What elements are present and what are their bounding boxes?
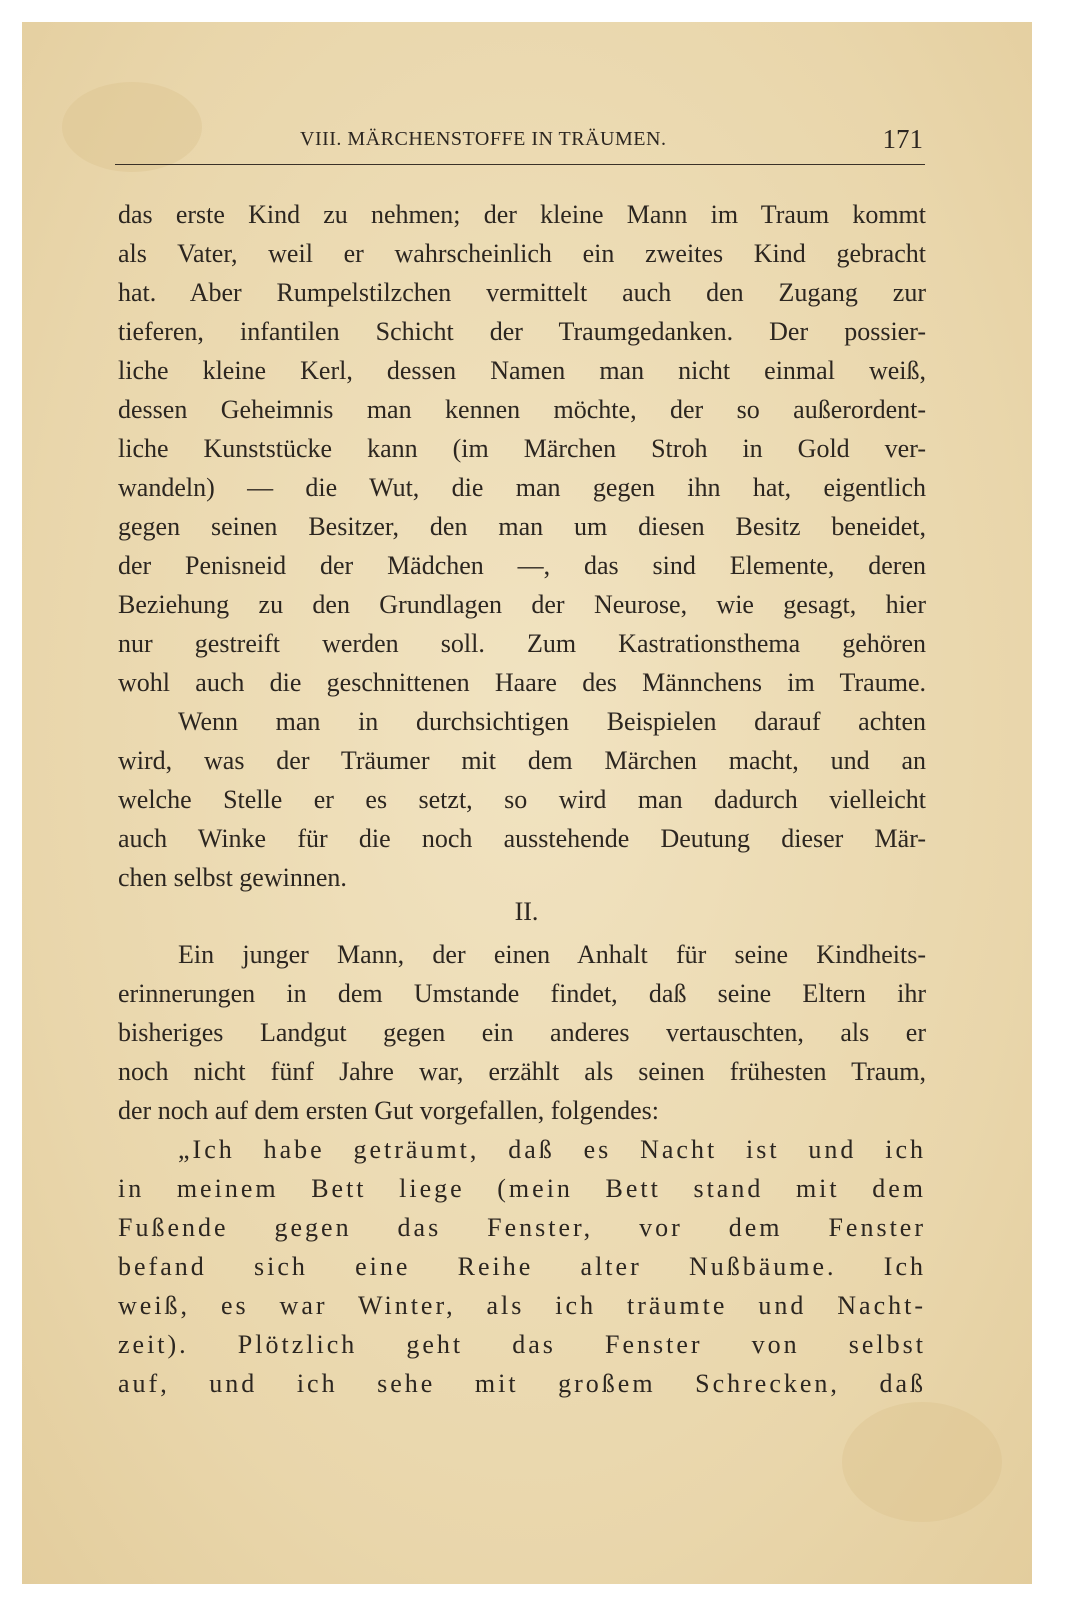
text-line: tieferen, infantilen Schicht der Traumgedanken. Der possier- [118,317,926,346]
quoted-dream-line: zeit). Plötzlich geht das Fenster von selbst [118,1330,926,1359]
text-line: wandeln) — die Wut, die man gegen ihn hat, eigentlich [118,473,926,502]
text-line: chen selbst gewinnen. [118,863,347,892]
paper-stain [842,1402,1002,1522]
text-line: wird, was der Träumer mit dem Märchen macht, und an [118,746,926,775]
section-numeral: II. [514,897,539,926]
text-line: Wenn man in durchsichtigen Beispielen darauf achten [178,707,926,736]
quoted-dream-line: auf, und ich sehe mit großem Schrecken, daß [118,1369,926,1398]
text-line: auch Winke für die noch ausstehende Deutung dieser Mär- [118,824,926,853]
text-line: bisheriges Landgut gegen ein anderes vertauschten, als er [118,1018,926,1047]
text-line: dessen Geheimnis man kennen möchte, der so außerordent- [118,395,926,424]
page-number: 171 [882,124,923,154]
text-line: der Penisneid der Mädchen —, das sind Elemente, deren [118,551,926,580]
text-line: gegen seinen Besitzer, den man um diesen Besitz beneidet, [118,512,926,541]
text-line: erinnerungen in dem Umstande findet, daß seine Eltern ihr [118,979,926,1008]
text-line: Beziehung zu den Grundlagen der Neurose, wie gesagt, hier [118,590,926,619]
text-line: noch nicht fünf Jahre war, erzählt als seinen frühesten Traum, [118,1057,926,1086]
running-title: VIII. MÄRCHENSTOFFE IN TRÄUMEN. [300,128,667,150]
text-line: nur gestreift werden soll. Zum Kastrationsthema gehören [118,629,926,658]
text-line: welche Stelle er es setzt, so wird man dadurch vielleicht [118,785,926,814]
text-line: als Vater, weil er wahrscheinlich ein zweites Kind gebracht [118,239,926,268]
page-header [115,126,925,165]
quoted-dream-line: befand sich eine Reihe alter Nußbäume. Ich [118,1252,926,1281]
quoted-dream-line: „Ich habe geträumt, daß es Nacht ist und ich [178,1135,926,1164]
quoted-dream-line: weiß, es war Winter, als ich träumte und Nacht- [118,1291,926,1320]
text-line: hat. Aber Rumpelstilzchen vermittelt auch den Zugang zur [118,278,926,307]
text-line: das erste Kind zu nehmen; der kleine Mann im Traum kommt [118,200,926,229]
text-line: wohl auch die geschnittenen Haare des Männchens im Traume. [118,668,926,697]
quoted-dream-line: in meinem Bett liege (mein Bett stand mit dem [118,1174,926,1203]
text-line: der noch auf dem ersten Gut vorgefallen, folgendes: [118,1096,659,1125]
quoted-dream-line: Fußende gegen das Fenster, vor dem Fenster [118,1213,926,1242]
text-line: Ein junger Mann, der einen Anhalt für seine Kindheits- [178,940,926,969]
text-line: liche kleine Kerl, dessen Namen man nicht einmal weiß, [118,356,926,385]
text-line: liche Kunststücke kann (im Märchen Stroh in Gold ver- [118,434,926,463]
